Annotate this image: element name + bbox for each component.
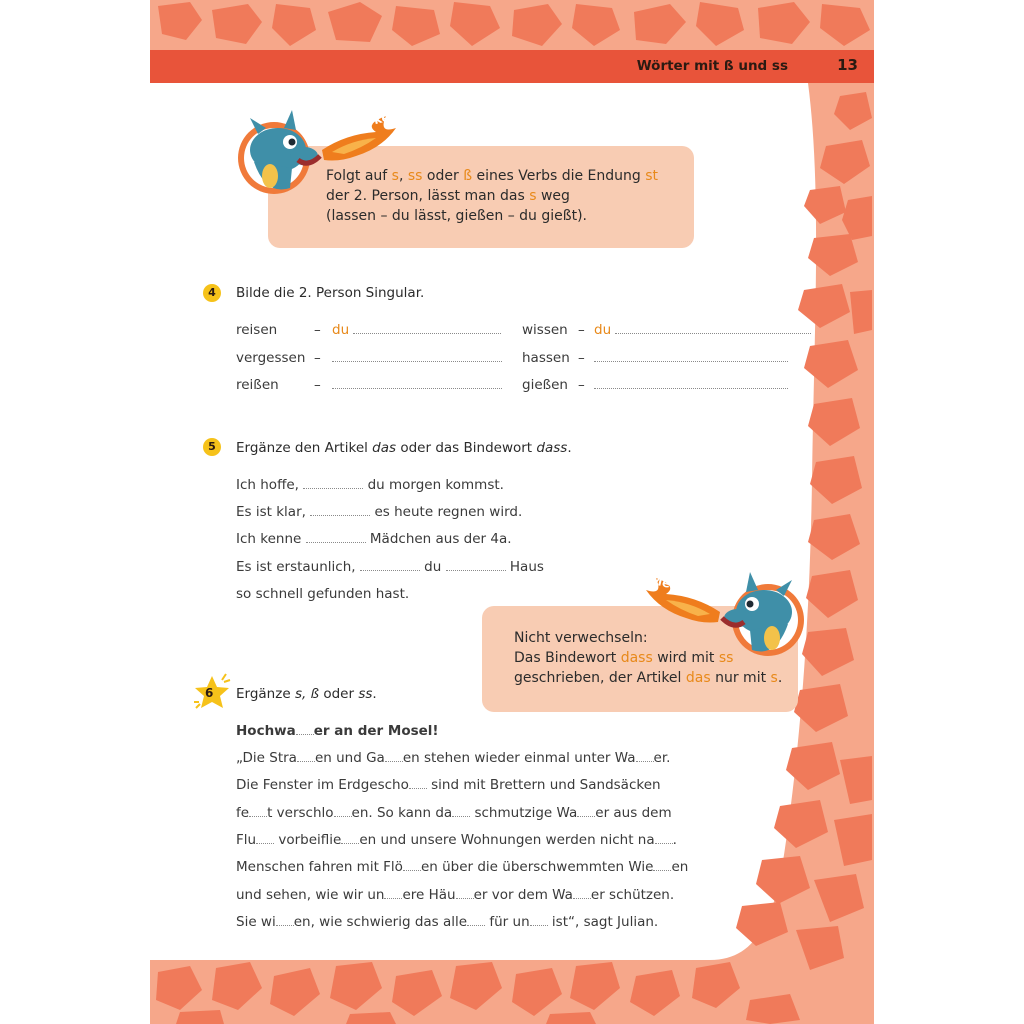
letter-gap[interactable]	[452, 805, 470, 817]
letter-gap[interactable]	[636, 750, 654, 762]
workbook-page	[150, 0, 874, 1024]
merke-2-line-2: Das Bindewort dass wird mit ss	[514, 650, 734, 666]
letter-gap[interactable]	[577, 805, 595, 817]
letter-gap[interactable]	[256, 832, 274, 844]
letter-gap[interactable]	[341, 832, 359, 844]
task-5-sentence-5: so schnell gefunden hast.	[236, 586, 410, 602]
task-6-instruction: Ergänze s, ß oder ss.	[236, 686, 377, 702]
letter-gap[interactable]	[297, 750, 315, 762]
answer-du: du	[332, 322, 350, 338]
task-5-number-badge: 5	[203, 438, 221, 456]
story-line-1: „Die Stra en und Ga en stehen wieder einmal unter Wa er.	[236, 750, 671, 766]
task-4-row-2-right: hassen –	[522, 349, 788, 366]
task-4-number-badge: 4	[203, 284, 221, 302]
letter-gap[interactable]	[249, 805, 267, 817]
letter-gap[interactable]	[384, 887, 402, 899]
letter-gap[interactable]	[403, 859, 421, 871]
answer-du: du	[594, 322, 612, 338]
story-line-7: Sie wi en, wie schwierig das alle für un ist“, sagt Julian.	[236, 914, 659, 930]
answer-gap[interactable]	[360, 559, 420, 571]
answer-line[interactable]	[353, 321, 501, 334]
page-header-title: Wörter mit ß und ss	[636, 58, 788, 74]
letter-gap[interactable]	[334, 805, 352, 817]
task-5-sentence-3: Ich kenne Mädchen aus der 4a.	[236, 531, 512, 547]
task-4-row-1-right: wissen – du	[522, 321, 811, 338]
letter-gap[interactable]	[653, 859, 671, 871]
task-5-instruction: Ergänze den Artikel das oder das Bindewort dass.	[236, 440, 572, 456]
story-line-3: fe t verschlo en. So kann da schmutzige Wa er aus dem	[236, 805, 672, 821]
merke-1-line-1: Folgt auf s, ss oder ß eines Verbs die Endung st	[326, 168, 659, 184]
task-4-row-2-left: vergessen –	[236, 349, 502, 366]
letter-gap[interactable]	[655, 832, 673, 844]
task-4-row-1-left: reisen – du	[236, 321, 501, 338]
task-6-number: 6	[205, 686, 214, 700]
answer-gap[interactable]	[310, 504, 370, 516]
merke-1-line-3: (lassen – du lässt, gießen – du gießt).	[326, 208, 587, 224]
letter-gap[interactable]	[409, 777, 427, 789]
story-line-4: Flu vorbeiflie en und unsere Wohnungen werden nicht na .	[236, 832, 677, 848]
task-5-sentence-1: Ich hoffe, du morgen kommst.	[236, 477, 504, 493]
answer-gap[interactable]	[446, 559, 506, 571]
letter-gap[interactable]	[296, 723, 314, 735]
answer-line[interactable]	[594, 349, 788, 362]
story-line-5: Menschen fahren mit Flö en über die überschwemmten Wie en	[236, 859, 689, 875]
answer-gap[interactable]	[303, 477, 363, 489]
task-4-row-3-right: gießen –	[522, 376, 788, 393]
story-line-6: und sehen, wie wir un ere Häu er vor dem Wa er schützen.	[236, 887, 675, 903]
task-4-instruction: Bilde die 2. Person Singular.	[236, 285, 425, 301]
task-5-sentence-2: Es ist klar, es heute regnen wird.	[236, 504, 523, 520]
answer-gap[interactable]	[306, 531, 366, 543]
story-line-2: Die Fenster im Erdgescho sind mit Brettern und Sandsäcken	[236, 777, 661, 793]
merke-1-line-2: der 2. Person, lässt man das s weg	[326, 188, 570, 204]
task-4-row-3-left: reißen –	[236, 376, 502, 393]
answer-line[interactable]	[332, 349, 502, 362]
letter-gap[interactable]	[467, 914, 485, 926]
answer-line[interactable]	[615, 321, 811, 334]
merke-2-line-3: geschrieben, der Artikel das nur mit s.	[514, 670, 783, 686]
merke-badge-2: Merke!	[649, 572, 699, 598]
page-number: 13	[837, 56, 858, 74]
letter-gap[interactable]	[573, 887, 591, 899]
answer-line[interactable]	[332, 376, 502, 389]
letter-gap[interactable]	[530, 914, 548, 926]
merke-badge-1: Merke!	[347, 108, 397, 134]
merke-2-line-1: Nicht verwechseln:	[514, 630, 648, 646]
story-title: Hochwa er an der Mosel!	[236, 723, 439, 739]
answer-line[interactable]	[594, 376, 788, 389]
letter-gap[interactable]	[456, 887, 474, 899]
task-5-sentence-4: Es ist erstaunlich, du Haus	[236, 559, 544, 575]
letter-gap[interactable]	[385, 750, 403, 762]
letter-gap[interactable]	[276, 914, 294, 926]
